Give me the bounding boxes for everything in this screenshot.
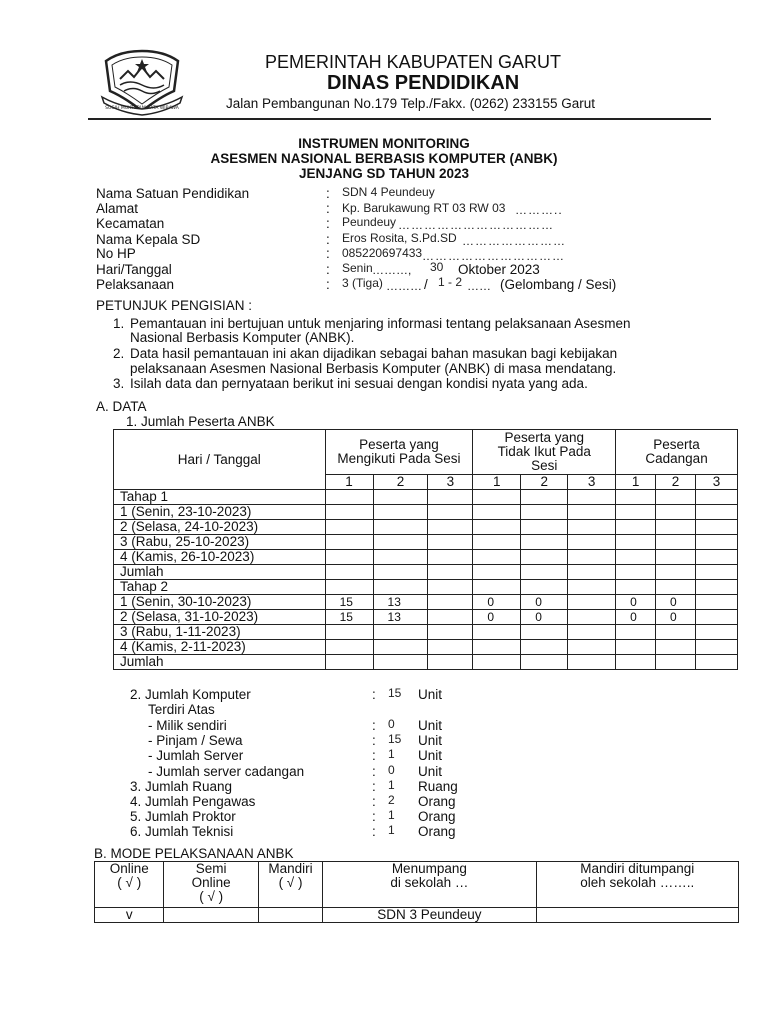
table-cell: 0 bbox=[656, 610, 696, 625]
table-cell bbox=[521, 565, 568, 580]
header-text: Online bbox=[109, 861, 149, 876]
table-cell bbox=[568, 580, 616, 595]
petunjuk-number: 3. bbox=[113, 376, 125, 391]
header-divider bbox=[88, 118, 711, 120]
list-item-unit: Ruang bbox=[418, 779, 458, 794]
identity-dots: …………………… bbox=[462, 234, 566, 248]
section-b-heading: B. MODE PELAKSANAAN ANBK bbox=[94, 846, 294, 861]
mode-value-semi-online bbox=[164, 908, 258, 923]
participants-table bbox=[113, 429, 738, 670]
mode-header-semi-online bbox=[164, 862, 258, 908]
table-cell bbox=[568, 595, 616, 610]
identity-value: Peundeuy bbox=[342, 215, 397, 229]
table-cell bbox=[428, 505, 473, 520]
mode-value-menumpang: SDN 3 Peundeuy bbox=[323, 908, 536, 923]
table-cell bbox=[521, 490, 568, 505]
table-row bbox=[114, 610, 738, 625]
header-text: Mandiri bbox=[268, 861, 313, 876]
list-item-value: 15 bbox=[388, 732, 402, 746]
table-cell: 15 bbox=[325, 610, 373, 625]
header-text: Menumpang bbox=[391, 861, 467, 876]
table-cell bbox=[521, 625, 568, 640]
table-row bbox=[114, 505, 738, 520]
header-text: ( √ ) bbox=[117, 875, 142, 890]
header-address: Jalan Pembangunan No.179 Telp./Fakx. (0262) 233155 Garut bbox=[226, 96, 595, 111]
table-cell bbox=[428, 655, 473, 670]
list-item-value: 1 bbox=[388, 778, 395, 792]
identity-label: Hari/Tanggal bbox=[96, 262, 172, 277]
row-label: 1 (Senin, 23-10-2023) bbox=[114, 505, 326, 520]
pelaksanaan-suffix: (Gelombang / Sesi) bbox=[500, 277, 617, 292]
table-cell bbox=[325, 655, 373, 670]
row-label: Tahap 1 bbox=[114, 490, 326, 505]
identity-dots: ……….. bbox=[515, 203, 563, 217]
table-cell bbox=[325, 535, 373, 550]
table-cell bbox=[428, 550, 473, 565]
identity-colon: : bbox=[326, 262, 330, 277]
table-cell bbox=[373, 550, 428, 565]
table-cell bbox=[696, 565, 738, 580]
doc-title-line2: ASESMEN NASIONAL BERBASIS KOMPUTER (ANBK) bbox=[210, 151, 558, 166]
identity-colon: : bbox=[326, 201, 330, 216]
doc-title-line3: JENJANG SD TAHUN 2023 bbox=[298, 166, 470, 181]
list-item-label: 5. Jumlah Proktor bbox=[130, 809, 236, 824]
petunjuk-number: 1. bbox=[113, 316, 125, 331]
row-label: Jumlah bbox=[114, 655, 326, 670]
table-cell bbox=[325, 550, 373, 565]
identity-dots: ………, bbox=[372, 263, 412, 277]
identity-colon: : bbox=[326, 216, 330, 231]
list-item-colon: : bbox=[372, 809, 376, 824]
list-item-label: - Pinjam / Sewa bbox=[148, 733, 243, 748]
table-cell bbox=[473, 580, 521, 595]
table-cell bbox=[696, 550, 738, 565]
list-item-label: 4. Jumlah Pengawas bbox=[130, 794, 256, 809]
date-number: 30 bbox=[430, 260, 444, 274]
row-label: 3 (Rabu, 25-10-2023) bbox=[114, 535, 326, 550]
table-cell bbox=[616, 655, 656, 670]
header-text: Online bbox=[191, 875, 231, 890]
table-cell bbox=[616, 490, 656, 505]
row-label: 4 (Kamis, 2-11-2023) bbox=[114, 640, 326, 655]
table-cell bbox=[696, 625, 738, 640]
list-item-colon: : bbox=[372, 748, 376, 763]
table-cell bbox=[473, 640, 521, 655]
row-label: 3 (Rabu, 1-11-2023) bbox=[114, 625, 326, 640]
table-cell bbox=[521, 655, 568, 670]
table-cell: 0 bbox=[473, 610, 521, 625]
table-cell bbox=[656, 490, 696, 505]
list-item-value: 1 bbox=[388, 808, 395, 822]
table-cell bbox=[325, 490, 373, 505]
table-cell bbox=[656, 535, 696, 550]
table-cell bbox=[616, 640, 656, 655]
header-agency: DINAS PENDIDIKAN bbox=[327, 72, 520, 94]
identity-label: Alamat bbox=[96, 201, 139, 216]
table-cell bbox=[568, 505, 616, 520]
header-text: oleh sekolah …….. bbox=[580, 875, 695, 890]
date-month-year: Oktober 2023 bbox=[458, 262, 540, 277]
table-row bbox=[114, 640, 738, 655]
identity-value: 3 (Tiga) bbox=[342, 276, 383, 290]
header-text: Semi bbox=[195, 861, 227, 876]
petunjuk-number: 2. bbox=[113, 346, 125, 361]
header-text: di sekolah … bbox=[390, 875, 469, 890]
table-cell bbox=[656, 640, 696, 655]
list-item-unit: Orang bbox=[418, 824, 456, 839]
header-text: Peserta bbox=[653, 437, 700, 452]
sesi-number: 3 bbox=[568, 475, 616, 490]
table-cell bbox=[325, 565, 373, 580]
table-cell bbox=[568, 535, 616, 550]
table-cell bbox=[428, 490, 473, 505]
list-item-unit: Orang bbox=[418, 809, 456, 824]
doc-title-line1: INSTRUMEN MONITORING bbox=[298, 136, 470, 151]
table-cell bbox=[616, 505, 656, 520]
list-item-label: Terdiri Atas bbox=[148, 702, 215, 717]
list-item-value: 1 bbox=[388, 823, 395, 837]
table-cell bbox=[616, 565, 656, 580]
table-cell bbox=[428, 565, 473, 580]
table-cell bbox=[325, 640, 373, 655]
table-cell bbox=[373, 655, 428, 670]
table-cell bbox=[473, 520, 521, 535]
list-item-label: 6. Jumlah Teknisi bbox=[130, 824, 234, 839]
table-cell bbox=[696, 505, 738, 520]
table-cell bbox=[521, 640, 568, 655]
table-cell bbox=[568, 655, 616, 670]
table-cell bbox=[373, 625, 428, 640]
table-row bbox=[114, 520, 738, 535]
table-cell bbox=[656, 625, 696, 640]
header-peserta-cadangan bbox=[616, 430, 738, 475]
section-a-sub1: 1. Jumlah Peserta ANBK bbox=[126, 414, 275, 429]
table-cell bbox=[568, 610, 616, 625]
sesi-number: 1 bbox=[325, 475, 373, 490]
petunjuk-text: Data hasil pemantauan ini akan dijadikan sebagai bahan masukan bagi kebijakan bbox=[130, 346, 618, 361]
sesi-number: 3 bbox=[428, 475, 473, 490]
identity-colon: : bbox=[326, 232, 330, 247]
table-cell bbox=[656, 550, 696, 565]
list-item-label: - Jumlah server cadangan bbox=[148, 764, 305, 779]
table-cell bbox=[325, 520, 373, 535]
header-text: ( √ ) bbox=[199, 889, 224, 904]
table-cell bbox=[521, 520, 568, 535]
table-cell: 15 bbox=[325, 595, 373, 610]
table-cell bbox=[656, 565, 696, 580]
table-cell bbox=[428, 595, 473, 610]
header-government: PEMERINTAH KABUPATEN GARUT bbox=[265, 52, 562, 72]
mode-header-ditumpangi bbox=[536, 862, 739, 908]
table-cell bbox=[428, 520, 473, 535]
table-cell bbox=[473, 625, 521, 640]
mode-value-online: v bbox=[95, 908, 164, 923]
table-cell bbox=[428, 640, 473, 655]
table-cell bbox=[473, 535, 521, 550]
table-cell bbox=[428, 580, 473, 595]
section-a-heading: A. DATA bbox=[96, 399, 147, 414]
table-cell bbox=[568, 640, 616, 655]
table-cell bbox=[428, 610, 473, 625]
table-cell bbox=[656, 520, 696, 535]
row-label: 1 (Senin, 30-10-2023) bbox=[114, 595, 326, 610]
sesi-number: 2 bbox=[656, 475, 696, 490]
sesi-number: 1 bbox=[473, 475, 521, 490]
petunjuk-text: Pemantauan ini bertujuan untuk menjaring informasi tentang pelaksanaan Asesmen bbox=[130, 316, 631, 331]
table-cell bbox=[616, 535, 656, 550]
svg-text:SUGIH MUKTI TANI TATA WIBAWA: SUGIH MUKTI TANI TATA WIBAWA bbox=[105, 106, 179, 111]
header-hari-tanggal: Hari / Tanggal bbox=[114, 430, 326, 490]
table-cell bbox=[696, 580, 738, 595]
header-text: Mandiri ditumpangi bbox=[580, 861, 695, 876]
table-cell bbox=[473, 655, 521, 670]
table-cell bbox=[428, 625, 473, 640]
petunjuk-text: pelaksanaan Asesmen Nasional Berbasis Komputer (ANBK) di masa mendatang. bbox=[130, 361, 617, 376]
table-cell bbox=[473, 505, 521, 520]
table-cell bbox=[521, 550, 568, 565]
sesi-number: 2 bbox=[521, 475, 568, 490]
table-cell bbox=[616, 625, 656, 640]
mode-header-menumpang bbox=[323, 862, 536, 908]
list-item-colon: : bbox=[372, 764, 376, 779]
list-item-value: 0 bbox=[388, 717, 395, 731]
table-cell bbox=[325, 505, 373, 520]
list-item-unit: Unit bbox=[418, 748, 443, 763]
list-item-unit: Unit bbox=[418, 733, 443, 748]
identity-dots: …………………………… bbox=[422, 249, 565, 263]
table-cell bbox=[373, 490, 428, 505]
table-cell bbox=[473, 550, 521, 565]
list-item-unit: Orang bbox=[418, 794, 456, 809]
table-cell bbox=[473, 565, 521, 580]
row-label: Jumlah bbox=[114, 565, 326, 580]
table-cell bbox=[568, 625, 616, 640]
petunjuk-text: Nasional Berbasis Komputer (ANBK). bbox=[130, 330, 355, 345]
sesi-number: 3 bbox=[696, 475, 738, 490]
list-item-label: - Jumlah Server bbox=[148, 748, 244, 763]
table-cell bbox=[696, 610, 738, 625]
table-cell bbox=[473, 490, 521, 505]
list-item-value: 0 bbox=[388, 763, 395, 777]
table-cell bbox=[616, 580, 656, 595]
table-cell bbox=[325, 580, 373, 595]
header-text: Peserta yang bbox=[504, 430, 584, 445]
table-cell bbox=[521, 580, 568, 595]
identity-value: Senin bbox=[342, 261, 373, 275]
list-item-colon: : bbox=[372, 794, 376, 809]
row-label: 4 (Kamis, 26-10-2023) bbox=[114, 550, 326, 565]
petunjuk-heading: PETUNJUK PENGISIAN : bbox=[96, 298, 253, 313]
header-text: Cadangan bbox=[645, 451, 708, 466]
identity-value: Kp. Barukawung RT 03 RW 03 bbox=[342, 201, 506, 215]
identity-dots: ……… bbox=[386, 279, 422, 293]
table-cell bbox=[373, 505, 428, 520]
table-row bbox=[114, 625, 738, 640]
list-item-colon: : bbox=[372, 718, 376, 733]
identity-label: Nama Satuan Pendidikan bbox=[96, 186, 250, 201]
sesi-number: 2 bbox=[373, 475, 428, 490]
identity-value: Eros Rosita, S.Pd.SD bbox=[342, 231, 457, 245]
pelaksanaan-sesi: 1 - 2 bbox=[438, 275, 463, 289]
table-cell bbox=[521, 505, 568, 520]
table-cell: 0 bbox=[521, 595, 568, 610]
mode-value-ditumpangi bbox=[536, 908, 739, 923]
list-item-value: 1 bbox=[388, 747, 395, 761]
list-item-unit: Unit bbox=[418, 718, 443, 733]
identity-label: Nama Kepala SD bbox=[96, 232, 201, 247]
header-text: Sesi bbox=[531, 458, 558, 473]
table-cell bbox=[428, 535, 473, 550]
row-label: 2 (Selasa, 31-10-2023) bbox=[114, 610, 326, 625]
table-row bbox=[114, 565, 738, 580]
sesi-number: 1 bbox=[616, 475, 656, 490]
list-item-colon: : bbox=[372, 824, 376, 839]
table-cell bbox=[373, 640, 428, 655]
table-cell: 0 bbox=[473, 595, 521, 610]
table-cell bbox=[568, 490, 616, 505]
list-item-unit: Unit bbox=[418, 764, 443, 779]
mode-table bbox=[94, 861, 739, 923]
table-cell bbox=[696, 535, 738, 550]
row-label: Tahap 2 bbox=[114, 580, 326, 595]
garut-regency-logo bbox=[100, 45, 184, 117]
table-cell: 0 bbox=[656, 595, 696, 610]
table-cell: 13 bbox=[373, 610, 428, 625]
table-row bbox=[114, 595, 738, 610]
row-label: 2 (Selasa, 24-10-2023) bbox=[114, 520, 326, 535]
table-row bbox=[114, 580, 738, 595]
table-cell bbox=[568, 520, 616, 535]
identity-label: No HP bbox=[96, 246, 136, 261]
mode-header-mandiri bbox=[258, 862, 322, 908]
table-cell bbox=[696, 490, 738, 505]
table-cell bbox=[373, 565, 428, 580]
identity-label: Kecamatan bbox=[96, 216, 165, 231]
table-cell bbox=[656, 655, 696, 670]
list-item-colon: : bbox=[372, 687, 376, 702]
list-item-label: 3. Jumlah Ruang bbox=[130, 779, 233, 794]
participants-table-body bbox=[114, 490, 738, 670]
identity-colon: : bbox=[326, 277, 330, 292]
table-cell bbox=[616, 550, 656, 565]
header-text: Peserta yang bbox=[359, 437, 439, 452]
identity-colon: : bbox=[326, 246, 330, 261]
pelaksanaan-slash: / bbox=[424, 277, 428, 292]
header-peserta-tidak-ikut bbox=[473, 430, 616, 475]
header-text: Mengikuti Pada Sesi bbox=[337, 451, 461, 466]
identity-value: 085220697433 bbox=[342, 246, 423, 260]
pelaksanaan-dots: …… bbox=[467, 279, 491, 293]
table-cell bbox=[373, 580, 428, 595]
identity-dots: ……………………………… bbox=[398, 218, 554, 232]
mode-header-online bbox=[95, 862, 164, 908]
table-cell bbox=[696, 595, 738, 610]
identity-value: SDN 4 Peundeuy bbox=[342, 185, 435, 199]
list-item-colon: : bbox=[372, 779, 376, 794]
table-cell bbox=[616, 520, 656, 535]
table-cell bbox=[656, 505, 696, 520]
table-cell: 0 bbox=[616, 610, 656, 625]
table-row bbox=[114, 535, 738, 550]
petunjuk-text: Isilah data dan pernyataan berikut ini sesuai dengan kondisi nyata yang ada. bbox=[130, 376, 588, 391]
table-cell bbox=[696, 640, 738, 655]
table-cell: 0 bbox=[616, 595, 656, 610]
identity-colon: : bbox=[326, 186, 330, 201]
table-cell bbox=[373, 535, 428, 550]
table-row bbox=[114, 655, 738, 670]
list-item-value: 15 bbox=[388, 686, 402, 700]
header-text: ( √ ) bbox=[278, 875, 303, 890]
table-cell bbox=[656, 580, 696, 595]
header-text: Tidak Ikut Pada bbox=[497, 444, 591, 459]
table-cell bbox=[696, 520, 738, 535]
header-peserta-ikut bbox=[325, 430, 473, 475]
identity-label: Pelaksanaan bbox=[96, 277, 175, 292]
table-cell bbox=[521, 535, 568, 550]
table-cell bbox=[325, 625, 373, 640]
table-row bbox=[114, 550, 738, 565]
table-cell: 13 bbox=[373, 595, 428, 610]
list-item-unit: Unit bbox=[418, 687, 443, 702]
table-cell bbox=[568, 565, 616, 580]
list-item-label: - Milik sendiri bbox=[148, 718, 227, 733]
table-cell: 0 bbox=[521, 610, 568, 625]
table-row bbox=[114, 490, 738, 505]
list-item-label: 2. Jumlah Komputer bbox=[130, 687, 251, 702]
table-cell bbox=[696, 655, 738, 670]
list-item-colon: : bbox=[372, 733, 376, 748]
mode-value-mandiri bbox=[258, 908, 322, 923]
table-cell bbox=[568, 550, 616, 565]
table-cell bbox=[373, 520, 428, 535]
list-item-value: 2 bbox=[388, 793, 395, 807]
